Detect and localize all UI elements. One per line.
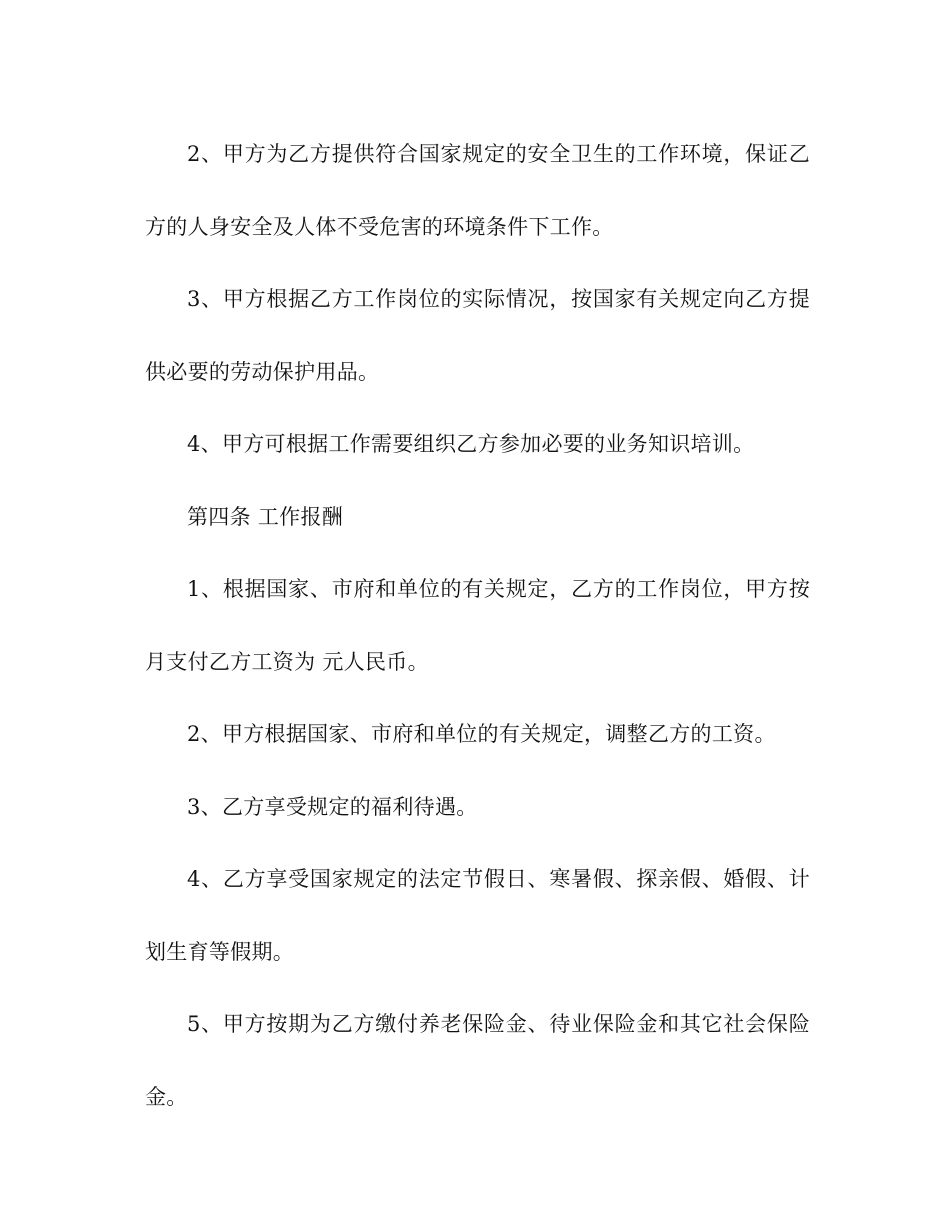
clause-paragraph: 1、根据国家、市府和单位的有关规定，乙方的工作岗位，甲方按月支付乙方工资为 元人民币。 (145, 577, 810, 674)
clause-paragraph: 2、甲方为乙方提供符合国家规定的安全卫生的工作环境，保证乙方的人身安全及人体不受危害的环境条件下工作。 (145, 142, 810, 239)
clause-paragraph: 3、甲方根据乙方工作岗位的实际情况，按国家有关规定向乙方提供必要的劳动保护用品。 (145, 287, 810, 384)
clause-paragraph: 4、甲方可根据工作需要组织乙方参加必要的业务知识培训。 (187, 432, 755, 456)
document-body (145, 118, 810, 1133)
section-heading: 第四条 工作报酬 (187, 504, 344, 529)
clause-paragraph: 4、乙方享受国家规定的法定节假日、寒暑假、探亲假、婚假、计划生育等假期。 (145, 867, 810, 964)
clause-paragraph: 3、乙方享受规定的福利待遇。 (187, 794, 478, 819)
clause-paragraph: 2、甲方根据国家、市府和单位的有关规定，调整乙方的工资。 (187, 722, 776, 746)
clause-paragraph: 5、甲方按期为乙方缴付养老保险金、待业保险金和其它社会保险金。 (145, 1012, 810, 1109)
